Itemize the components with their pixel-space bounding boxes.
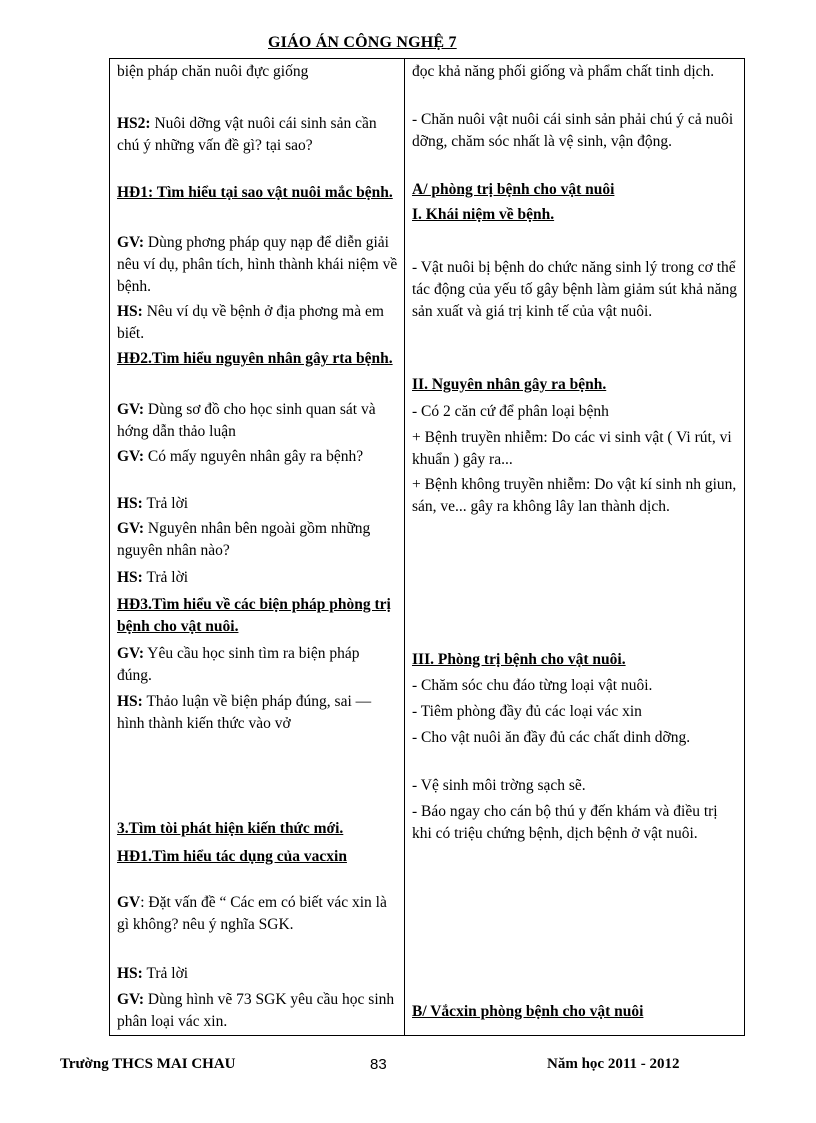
left-line-8: GV: Có mấy nguyên nhân gây ra bệnh? — [117, 448, 364, 465]
teacher-student-column — [110, 59, 404, 1035]
footer-school-year: Năm học 2011 - 2012 — [547, 1056, 680, 1072]
right-line-12: - Tiêm phòng đầy đủ các loại vác xin — [412, 703, 642, 720]
left-line-17: GV: Đặt vấn đề “ Các em có biết vác xin là gì không? nêu ý nghĩa SGK. — [117, 894, 387, 933]
left-line-5: HS: Nêu ví dụ về bệnh ở địa phơng mà em biết. — [117, 303, 384, 342]
right-line-8: + Bệnh truyền nhiễm: Do các vi sinh vật ( Vi rút, vi khuẩn ) gây ra... — [412, 429, 732, 468]
content-column — [405, 59, 744, 1035]
lesson-table — [109, 58, 745, 1036]
left-line-1: biện pháp chăn nuôi đực giống — [117, 63, 309, 80]
right-line-7: - Có 2 căn cứ để phân loại bệnh — [412, 403, 609, 420]
right-heading-ii: II. Nguyên nhân gây ra bệnh. — [412, 376, 607, 393]
left-line-10: GV: Nguyên nhân bên ngoài gồm những nguyên nhân nào? — [117, 520, 371, 559]
right-line-14: - Vệ sinh môi trờng sạch sẽ. — [412, 777, 586, 794]
right-line-1: đọc khả năng phối giống và phẩm chất tinh dịch. — [412, 63, 715, 80]
right-line-15: - Báo ngay cho cán bộ thú y đến khám và điều trị khi có triệu chứng bệnh, dịch bệnh ở vật nuôi. — [412, 803, 718, 842]
left-heading-hd1: HĐ1: Tìm hiểu tại sao vật nuôi mắc bệnh. — [117, 184, 393, 201]
left-heading-section3: 3.Tìm tòi phát hiện kiến thức mới. — [117, 820, 344, 837]
footer-school: Trường THCS MAI CHAU — [60, 1056, 236, 1072]
left-line-19: GV: Dùng hình vẽ 73 SGK yêu cầu học sinh phân loại vác xin. — [117, 991, 395, 1030]
right-line-2: - Chăn nuôi vật nuôi cái sinh sản phải chú ý cả nuôi dỡng, chăm sóc nhất là vệ sinh, vận động. — [412, 111, 734, 150]
left-heading-hd2: HĐ2.Tìm hiểu nguyên nhân gây rta bệnh. — [117, 350, 393, 367]
left-line-18: HS: Trả lời — [117, 965, 189, 982]
left-line-11: HS: Trả lời — [117, 569, 189, 586]
left-line-14: HS: Thảo luận về biện pháp đúng, sai — hình thành kiến thức vào vở — [117, 693, 372, 732]
right-line-11: - Chăm sóc chu đáo từng loại vật nuôi. — [412, 677, 653, 694]
left-line-4: GV: Dùng phơng pháp quy nạp để diễn giải nêu ví dụ, phân tích, hình thành khái niệm về bệnh. — [117, 234, 398, 295]
right-heading-iii: III. Phòng trị bệnh cho vật nuôi. — [412, 651, 626, 668]
right-heading-b: B/ Vắcxin phòng bệnh cho vật nuôi — [412, 1003, 644, 1020]
left-line-2: HS2: Nuôi dỡng vật nuôi cái sinh sản cần chú ý những vấn đề gì? tại sao? — [117, 115, 377, 154]
right-heading-i: I. Khái niệm về bệnh. — [412, 206, 555, 223]
right-line-13: - Cho vật nuôi ăn đầy đủ các chất dinh dỡng. — [412, 729, 691, 746]
right-heading-a: A/ phòng trị bệnh cho vật nuôi — [412, 181, 615, 198]
left-heading-hd3: HĐ3.Tìm hiểu về các biện pháp phòng trị bệnh cho vật nuôi. — [117, 596, 391, 635]
page-title: GIÁO ÁN CÔNG NGHỆ 7 — [268, 34, 457, 51]
left-line-9: HS: Trả lời — [117, 495, 189, 512]
left-line-13: GV: Yêu cầu học sinh tìm ra biện pháp đúng. — [117, 645, 360, 684]
footer-page-number: 83 — [370, 1056, 387, 1073]
right-line-9: + Bệnh không truyền nhiễm: Do vật kí sinh nh giun, sán, ve... gây ra không lây lan thành dịch. — [412, 476, 737, 515]
left-heading-vacxin: HĐ1.Tìm hiểu tác dụng của vacxin — [117, 848, 347, 865]
left-line-7: GV: Dùng sơ đồ cho học sinh quan sát và hớng dẫn thảo luận — [117, 401, 376, 440]
right-line-5: - Vật nuôi bị bệnh do chức năng sinh lý trong cơ thể tác động của yếu tố gây bệnh làm giảm sút khả năng sản xuất và giá trị kinh tế của vật nuôi. — [412, 259, 737, 320]
